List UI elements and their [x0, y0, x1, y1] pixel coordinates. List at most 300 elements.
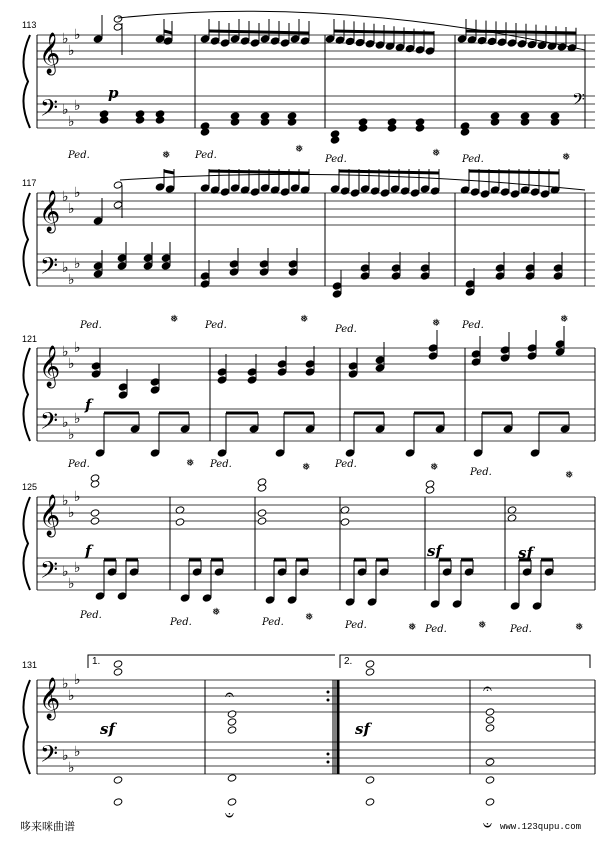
notehead: [473, 449, 483, 457]
pedal-mark: Ped.: [325, 154, 347, 165]
beam: [164, 171, 174, 173]
notehead: [348, 362, 358, 370]
notehead: [550, 112, 560, 120]
notehead: [495, 272, 505, 280]
notehead: [227, 774, 237, 782]
pedal-release-icon: ❅: [186, 458, 195, 469]
systems-layer: [23, 11, 595, 834]
pedal-mark: Ped.: [195, 150, 217, 161]
notehead: [250, 39, 260, 47]
measure-number-131: 131: [22, 660, 38, 670]
pedal-release-icon: ❅: [162, 150, 171, 161]
pedal-mark: Ped.: [510, 624, 532, 635]
notehead: [345, 37, 355, 45]
notehead: [358, 118, 368, 126]
notehead: [360, 185, 370, 193]
notehead: [93, 262, 103, 270]
notehead: [420, 185, 430, 193]
notehead: [485, 798, 495, 806]
flat-icon: ♭: [68, 576, 75, 592]
flat-icon: ♭: [68, 201, 75, 217]
notehead: [471, 350, 481, 358]
notehead: [522, 568, 532, 576]
notehead: [129, 568, 139, 576]
notehead: [265, 596, 275, 604]
notehead: [380, 189, 390, 197]
flat-icon: ♭: [62, 493, 69, 509]
pedal-release-icon: ❅: [565, 470, 574, 481]
notehead: [410, 189, 420, 197]
notehead: [117, 592, 127, 600]
brace: [23, 35, 30, 128]
brace: [23, 497, 30, 590]
notehead: [305, 368, 315, 376]
notehead: [95, 449, 105, 457]
notehead: [500, 188, 510, 196]
flat-icon: ♭: [68, 356, 75, 372]
notehead: [161, 262, 171, 270]
pedal-mark: Ped.: [462, 320, 484, 331]
notehead: [259, 260, 269, 268]
notehead: [530, 188, 540, 196]
notehead: [200, 272, 210, 280]
flat-icon: ♭: [68, 760, 75, 776]
notehead: [345, 449, 355, 457]
flat-icon: ♭: [74, 98, 81, 114]
notehead: [365, 40, 375, 48]
notehead: [395, 43, 405, 51]
notehead: [525, 272, 535, 280]
notehead: [553, 272, 563, 280]
repeat-dot: [327, 699, 330, 702]
notehead: [497, 38, 507, 46]
beam: [209, 31, 309, 33]
notehead: [477, 36, 487, 44]
notehead: [200, 35, 210, 43]
pedal-mark: Ped.: [80, 320, 102, 331]
slur: [120, 174, 585, 190]
notehead: [220, 188, 230, 196]
notehead: [150, 449, 160, 457]
notehead: [470, 188, 480, 196]
notehead: [192, 568, 202, 576]
flat-icon: ♭: [62, 748, 69, 764]
pedal-release-icon: ❅: [432, 318, 441, 329]
notehead: [200, 122, 210, 130]
notehead: [375, 364, 385, 372]
flat-icon: ♭: [74, 560, 81, 576]
notehead: [93, 217, 103, 225]
notehead: [257, 509, 267, 517]
notehead: [200, 280, 210, 288]
flat-icon: ♭: [62, 31, 69, 47]
notehead: [415, 118, 425, 126]
notehead: [442, 568, 452, 576]
beam: [466, 31, 576, 33]
notehead: [430, 187, 440, 195]
notehead: [527, 40, 537, 48]
dynamic-sf-131: sf: [100, 720, 115, 738]
measure-number-113: 113: [22, 20, 37, 30]
pedal-mark: Ped.: [462, 154, 484, 165]
notehead: [500, 346, 510, 354]
notehead: [391, 272, 401, 280]
notehead: [155, 183, 165, 191]
notehead: [180, 425, 190, 433]
bass-clef-change-icon: 𝄢: [572, 89, 585, 113]
notehead: [270, 37, 280, 45]
notehead: [260, 112, 270, 120]
notehead: [118, 383, 128, 391]
notehead: [113, 23, 123, 31]
flat-icon: ♭: [62, 676, 69, 692]
notehead: [425, 47, 435, 55]
repeat-dot: [327, 691, 330, 694]
repeat-dot: [327, 761, 330, 764]
notehead: [420, 264, 430, 272]
notehead: [503, 425, 513, 433]
footer-site-name: 哆来咪曲谱: [20, 820, 75, 833]
notehead: [325, 35, 335, 43]
pedal-release-icon: ❅: [302, 462, 311, 473]
notehead: [540, 190, 550, 198]
volta-second-ending: 2.: [344, 656, 353, 667]
notehead: [520, 112, 530, 120]
pedal-release-icon: ❅: [562, 152, 571, 163]
notehead: [230, 184, 240, 192]
notehead: [217, 449, 227, 457]
pedal-release-icon: ❅: [430, 462, 439, 473]
flat-icon: ♭: [74, 411, 81, 427]
brace: [23, 193, 30, 286]
dynamic-f-121: f: [85, 396, 92, 414]
notehead: [527, 344, 537, 352]
notehead: [287, 596, 297, 604]
notehead: [300, 37, 310, 45]
notehead: [175, 518, 185, 526]
pedal-release-icon: ❅: [408, 622, 417, 633]
flat-icon: ♭: [62, 415, 69, 431]
notehead: [360, 264, 370, 272]
bass-clef-icon: 𝄢: [40, 740, 59, 773]
notehead: [90, 480, 100, 488]
notehead: [379, 568, 389, 576]
pedal-release-icon: ❅: [305, 612, 314, 623]
notehead: [99, 110, 109, 118]
notehead: [280, 39, 290, 47]
notehead: [113, 201, 123, 209]
notehead: [332, 282, 342, 290]
notehead: [220, 39, 230, 47]
bass-clef-icon: 𝄢: [40, 407, 59, 440]
notehead: [485, 724, 495, 732]
brace: [23, 348, 30, 441]
notehead: [217, 376, 227, 384]
notehead: [275, 449, 285, 457]
notehead: [527, 352, 537, 360]
flat-icon: ♭: [62, 189, 69, 205]
notehead: [555, 340, 565, 348]
pedal-release-icon: ❅: [560, 314, 569, 325]
flat-icon: ♭: [74, 340, 81, 356]
notehead: [532, 602, 542, 610]
flat-icon: ♭: [62, 260, 69, 276]
beam: [339, 171, 439, 173]
dynamic-sf-132: sf: [355, 720, 370, 738]
bass-clef-icon: 𝄢: [40, 94, 59, 127]
notehead: [340, 187, 350, 195]
notehead: [305, 425, 315, 433]
measure-number-117: 117: [22, 178, 37, 188]
notehead: [391, 264, 401, 272]
notehead: [117, 254, 127, 262]
notehead: [305, 360, 315, 368]
notehead: [485, 776, 495, 784]
notehead: [257, 517, 267, 525]
notehead: [135, 110, 145, 118]
volta-bracket: [88, 655, 335, 668]
notehead: [230, 35, 240, 43]
notehead: [91, 370, 101, 378]
notehead: [280, 188, 290, 196]
notehead: [485, 758, 495, 766]
treble-clef-icon: 𝄞: [39, 678, 61, 719]
notehead: [163, 37, 173, 45]
pedal-release-icon: ❅: [575, 622, 584, 633]
notehead: [277, 360, 287, 368]
pedal-mark: Ped.: [345, 620, 367, 631]
pedal-release-icon: ❅: [478, 620, 487, 631]
notehead: [150, 386, 160, 394]
notehead: [229, 268, 239, 276]
treble-clef-icon: 𝄞: [39, 346, 61, 387]
notehead: [247, 376, 257, 384]
notehead: [277, 368, 287, 376]
fermata-icon: 𝄐: [225, 685, 234, 704]
notehead: [113, 776, 123, 784]
notehead: [113, 15, 123, 23]
flat-icon: ♭: [74, 489, 81, 505]
notehead: [375, 356, 385, 364]
notehead: [460, 122, 470, 130]
flat-icon: ♭: [68, 427, 75, 443]
notehead: [471, 358, 481, 366]
brace: [23, 680, 30, 774]
footer-site-url: www.123qupu.com: [500, 822, 582, 832]
notehead: [553, 264, 563, 272]
flat-icon: ♭: [68, 272, 75, 288]
notehead: [465, 280, 475, 288]
notehead: [525, 264, 535, 272]
notehead: [485, 716, 495, 724]
pedal-release-icon: ❅: [212, 607, 221, 618]
notehead: [155, 110, 165, 118]
flat-icon: ♭: [68, 505, 75, 521]
notehead: [428, 352, 438, 360]
notehead: [375, 425, 385, 433]
notehead: [555, 348, 565, 356]
notehead: [387, 118, 397, 126]
flat-icon: ♭: [62, 344, 69, 360]
flat-icon: ♭: [68, 688, 75, 704]
flat-icon: ♭: [62, 102, 69, 118]
flat-icon: ♭: [68, 43, 75, 59]
notehead: [93, 270, 103, 278]
pedal-mark: Ped.: [335, 324, 357, 335]
notehead: [330, 130, 340, 138]
pedal-mark: Ped.: [170, 617, 192, 628]
notehead: [415, 46, 425, 54]
notehead: [457, 35, 467, 43]
notehead: [165, 185, 175, 193]
dynamic-p: p: [108, 84, 119, 102]
flat-icon: ♭: [62, 564, 69, 580]
bass-clef-icon: 𝄢: [40, 556, 59, 589]
flat-icon: ♭: [68, 114, 75, 130]
notehead: [277, 568, 287, 576]
notehead: [229, 260, 239, 268]
notehead: [430, 600, 440, 608]
fermata-icon: 𝄑: [483, 815, 492, 834]
notehead: [530, 449, 540, 457]
notehead: [510, 602, 520, 610]
pedal-release-icon: ❅: [432, 148, 441, 159]
fermata-icon: 𝄐: [483, 679, 492, 698]
pedal-release-icon: ❅: [300, 314, 309, 325]
notehead: [214, 568, 224, 576]
notehead: [247, 368, 257, 376]
notehead: [288, 260, 298, 268]
notehead: [118, 391, 128, 399]
measure-number-121: 121: [22, 334, 38, 344]
notehead: [365, 798, 375, 806]
notehead: [107, 568, 117, 576]
notehead: [227, 718, 237, 726]
flat-icon: ♭: [74, 744, 81, 760]
notehead: [465, 288, 475, 296]
notehead: [210, 37, 220, 45]
notehead: [330, 185, 340, 193]
notehead: [487, 37, 497, 45]
notehead: [150, 378, 160, 386]
pedal-mark: Ped.: [210, 459, 232, 470]
notehead: [257, 484, 267, 492]
notehead: [495, 264, 505, 272]
notehead: [480, 190, 490, 198]
notehead: [290, 35, 300, 43]
notehead: [227, 726, 237, 734]
notehead: [400, 187, 410, 195]
notehead: [345, 598, 355, 606]
notehead: [452, 600, 462, 608]
notehead: [500, 354, 510, 362]
pedal-mark: Ped.: [68, 150, 90, 161]
notehead: [355, 38, 365, 46]
volta-bracket: [340, 655, 590, 668]
repeat-dot: [327, 753, 330, 756]
notehead: [230, 112, 240, 120]
notehead: [365, 660, 375, 668]
notehead: [130, 425, 140, 433]
notehead: [90, 517, 100, 525]
pedal-release-icon: ❅: [170, 314, 179, 325]
measure-number-125: 125: [22, 482, 38, 492]
notehead: [161, 254, 171, 262]
pedal-mark: Ped.: [262, 617, 284, 628]
notehead: [290, 184, 300, 192]
notehead: [560, 425, 570, 433]
treble-clef-icon: 𝄞: [39, 191, 61, 232]
notehead: [90, 509, 100, 517]
notehead: [287, 112, 297, 120]
notehead: [428, 344, 438, 352]
notehead: [365, 668, 375, 676]
notehead: [113, 668, 123, 676]
notehead: [250, 188, 260, 196]
pedal-mark: Ped.: [425, 624, 447, 635]
notehead: [202, 594, 212, 602]
notehead: [357, 568, 367, 576]
flat-icon: ♭: [74, 672, 81, 688]
notehead: [544, 568, 554, 576]
notehead: [288, 268, 298, 276]
notehead: [113, 660, 123, 668]
notehead: [510, 190, 520, 198]
notehead: [370, 187, 380, 195]
pedal-mark: Ped.: [68, 459, 90, 470]
notehead: [259, 268, 269, 276]
flat-icon: ♭: [74, 185, 81, 201]
treble-clef-icon: 𝄞: [39, 33, 61, 74]
notehead: [299, 568, 309, 576]
notehead: [485, 708, 495, 716]
notehead: [200, 184, 210, 192]
notehead: [365, 776, 375, 784]
fermata-icon: 𝄑: [225, 805, 234, 824]
notehead: [348, 370, 358, 378]
notehead: [507, 39, 517, 47]
notehead: [180, 594, 190, 602]
pedal-mark: Ped.: [470, 467, 492, 478]
notehead: [537, 41, 547, 49]
notehead: [217, 368, 227, 376]
notehead: [113, 181, 123, 189]
bass-clef-icon: 𝄢: [40, 252, 59, 285]
flat-icon: ♭: [74, 27, 81, 43]
pedal-mark: Ped.: [335, 459, 357, 470]
notehead: [155, 35, 165, 43]
beam: [469, 171, 559, 173]
notehead: [420, 272, 430, 280]
beam: [334, 31, 434, 33]
notehead: [350, 189, 360, 197]
notehead: [260, 184, 270, 192]
dynamic-f-125: f: [85, 542, 92, 560]
notehead: [143, 262, 153, 270]
notehead: [249, 425, 259, 433]
notehead: [405, 449, 415, 457]
notehead: [360, 272, 370, 280]
pedal-mark: Ped.: [80, 610, 102, 621]
notehead: [367, 598, 377, 606]
notehead: [227, 710, 237, 718]
notehead: [340, 518, 350, 526]
notehead: [390, 185, 400, 193]
treble-clef-icon: 𝄞: [39, 495, 61, 536]
notehead: [332, 290, 342, 298]
notehead: [375, 41, 385, 49]
notehead: [93, 35, 103, 43]
